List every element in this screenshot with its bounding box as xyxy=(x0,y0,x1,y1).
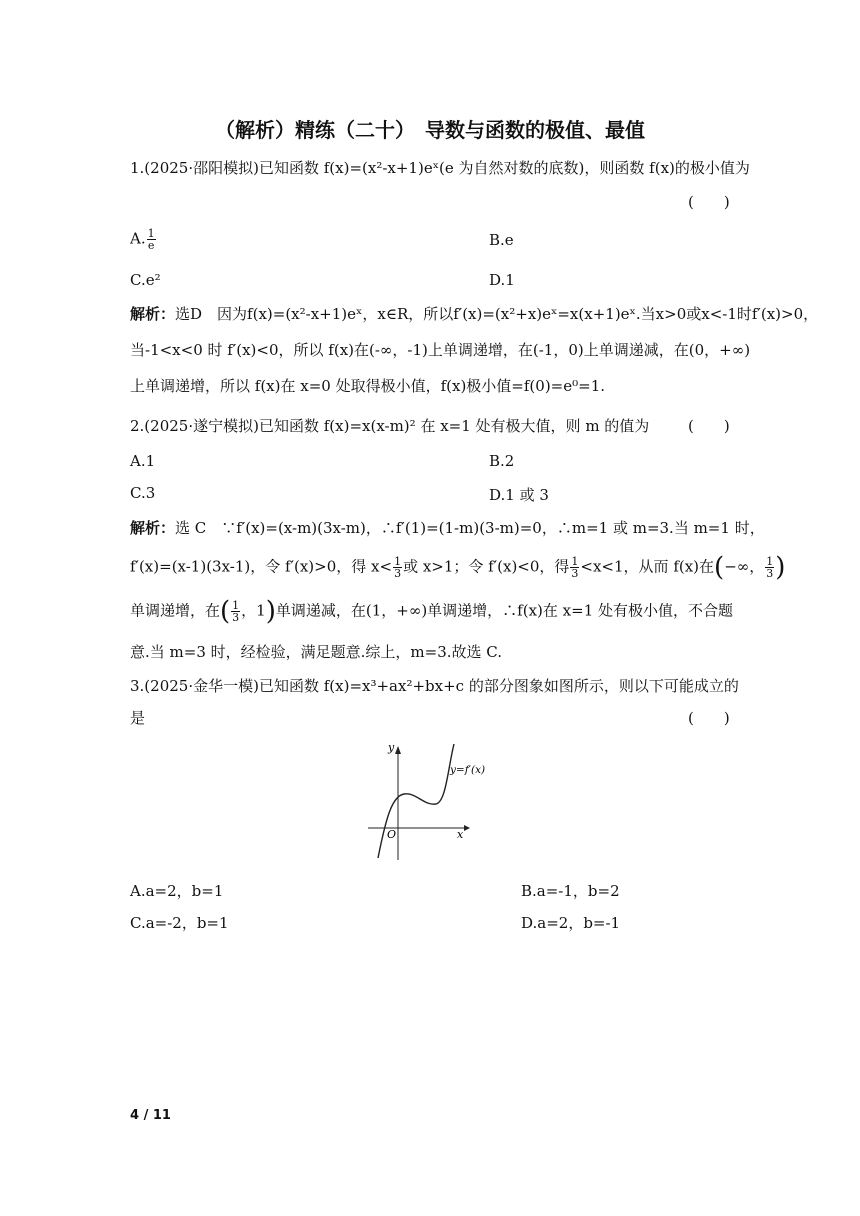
left-paren: ( xyxy=(714,552,725,583)
q1-option-d: D.1 xyxy=(489,271,515,289)
q3-option-d: D.a=2，b=-1 xyxy=(521,914,621,932)
q2-stem: 2.(2025·遂宁模拟)已知函数 f(x)=x(x-m)² 在 x=1 处有极大值，则 m 的值为 xyxy=(130,417,650,435)
q3-derivative-graph xyxy=(360,738,486,862)
q1-option-a xyxy=(130,228,157,251)
q3-stem-line-2: 是 xyxy=(130,709,146,727)
q2-option-a: A.1 xyxy=(130,452,156,470)
left-paren: ( xyxy=(220,596,231,627)
q2-solution-text-2c: <x<1，从而 f(x)在 xyxy=(580,557,715,576)
right-paren: ) xyxy=(265,596,276,627)
q2-option-c: C.3 xyxy=(130,484,156,502)
q2-option-b: B.2 xyxy=(489,452,515,470)
q1-solution-line-3: 上单调递增，所以 f(x)在 x=0 处取得极小值，f(x)极小值=f(0)=e⁰=1. xyxy=(130,377,606,395)
q2-solution-line-3 xyxy=(130,596,734,627)
q1-solution-line-1 xyxy=(130,304,818,324)
q2-solution-line-4: 意.当 m=3 时，经检验，满足题意.综上，m=3.故选 C. xyxy=(130,643,502,661)
right-paren: ) xyxy=(775,552,786,583)
y-axis-arrow xyxy=(395,746,401,754)
q2-solution-text-3c: 单调递减，在(1，+∞)单调递增，∴f(x)在 x=1 处有极小值，不合题 xyxy=(275,601,734,620)
q3-option-c: C.a=-2，b=1 xyxy=(130,914,229,932)
q1-solution-text-1: 选D 因为f(x)=(x²-x+1)eˣ，x∈R，所以f′(x)=(x²+x)eˣ=x(x+1)eˣ.当x>0或x<-1时f′(x)>0， xyxy=(175,305,819,323)
q1-solution-label: 解析： xyxy=(130,305,176,323)
q3-option-b: B.a=-1，b=2 xyxy=(521,882,620,900)
q1-stem: 1.(2025·邵阳模拟)已知函数 f(x)=(x²-x+1)eˣ(e 为自然对数的底数)，则函数 f(x)的极小值为 xyxy=(130,159,750,177)
q2-solution-line-2 xyxy=(130,552,786,583)
page-number: 4 / 11 xyxy=(130,1108,171,1123)
q2-solution-label: 解析： xyxy=(130,519,176,537)
q2-option-d: D.1 或 3 xyxy=(489,486,549,504)
q1-option-a-denominator: e xyxy=(147,239,155,252)
q2-solution-text-1: 选 C ∵f′(x)=(x-m)(3x-m)，∴f′(1)=(1-m)(3-m)=0，∴m=1 或 m=3.当 m=1 时， xyxy=(175,519,765,537)
x-axis-label: x xyxy=(457,828,464,841)
page-title: （解析）精练（二十） 导数与函数的极值、最值 xyxy=(215,118,645,142)
q1-solution-line-2: 当-1<x<0 时 f′(x)<0，所以 f(x)在(-∞，-1)上单调递增，在(-1，0)上单调递减，在(0，+∞) xyxy=(130,341,751,359)
q3-option-a: A.a=2，b=1 xyxy=(130,882,224,900)
origin-label: O xyxy=(387,828,397,841)
q3-answer-bracket: ( ) xyxy=(688,709,730,727)
x-axis-arrow xyxy=(464,825,470,831)
q1-answer-bracket: ( ) xyxy=(688,193,730,211)
q2-solution-line-1 xyxy=(130,518,765,538)
fraction-one-third-a: $\frac{1}{3}$ xyxy=(394,555,402,580)
q1-option-a-numerator: 1 xyxy=(147,227,155,240)
q1-option-a-prefix: A. xyxy=(130,229,146,248)
curve-label: y=f′(x) xyxy=(450,764,486,776)
fraction-one-third-c: $\frac{1}{3}$ xyxy=(766,555,774,580)
fraction-one-third-b: $\frac{1}{3}$ xyxy=(571,555,579,580)
q3-stem-line-1: 3.(2025·金华一模)已知函数 f(x)=x³+ax²+bx+c 的部分图象如图所示，则以下可能成立的 xyxy=(130,677,739,695)
q1-option-a-fraction xyxy=(147,228,156,251)
q2-solution-text-3b: ，1 xyxy=(241,601,266,620)
q2-solution-text-2a: f′(x)=(x-1)(3x-1)，令 f′(x)>0，得 x< xyxy=(130,557,393,576)
q2-solution-text-2b: 或 x>1；令 f′(x)<0，得 xyxy=(403,557,570,576)
q2-solution-text-2d: −∞， xyxy=(724,557,765,576)
q2-answer-bracket: ( ) xyxy=(688,417,730,435)
q2-solution-text-3a: 单调递增，在 xyxy=(130,601,221,620)
q1-option-b: B.e xyxy=(489,231,514,249)
q1-option-c: C.e² xyxy=(130,271,161,289)
y-axis-label: y xyxy=(388,741,395,754)
fraction-one-third-d: $\frac{1}{3}$ xyxy=(232,599,240,624)
